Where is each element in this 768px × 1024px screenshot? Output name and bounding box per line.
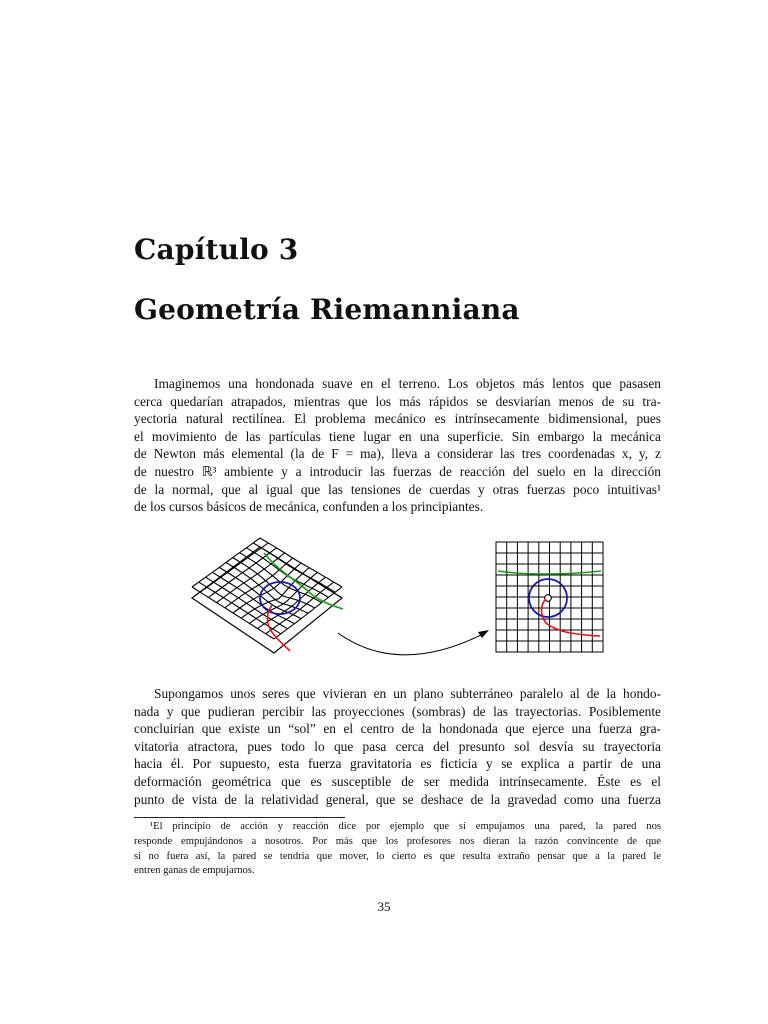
text-line: cerca quedarían atrapados, mientras que los más rápidos se desviarían menos de su tra- bbox=[134, 393, 661, 409]
text-line: concluirían que existe un “sol” en el centro de la hondonada que ejerce una fuerza gra- bbox=[134, 721, 661, 737]
footnote-line: si no fuera así, la pared se tendría que mover, lo cierto es que resulta extraño pensar que a la pared le bbox=[134, 850, 661, 862]
hollow-projection-figure bbox=[180, 535, 610, 665]
chapter-title: Geometría Riemanniana bbox=[134, 293, 520, 326]
page-number: 35 bbox=[377, 899, 391, 914]
footnote-line: responde empujándonos a nosotros. Por más que los profesores nos dieran la razón convincente de que bbox=[134, 835, 661, 847]
text-line: yectoria natural rectilínea. El problema mecánico es intrínsecamente bidimensional, pues bbox=[134, 411, 661, 427]
text-line: vitatoria atractora, pues todo lo que pasa cerca del presunto sol desvía su trayectoria bbox=[134, 738, 661, 754]
footnote-line: entren ganas de empujarnos. bbox=[134, 865, 255, 877]
footnote-rule bbox=[134, 817, 345, 818]
text-line: nada y que pudieran percibir las proyecciones (sombras) de las trayectorias. Posiblemente bbox=[134, 703, 661, 719]
text-line: el movimiento de las partículas tiene lugar en una superficie. Sin embargo la mecánica bbox=[134, 428, 661, 444]
projection-arrow bbox=[338, 633, 485, 655]
arrow-head-icon bbox=[478, 630, 489, 638]
surface-grid-upper bbox=[192, 538, 342, 639]
text-line: Supongamos unos seres que vivieran en un plano subterráneo paralelo al de la hondo- bbox=[154, 686, 661, 701]
text-line: deformación geométrica que es susceptible de ser medida intrínsecamente. Éste es el bbox=[134, 773, 661, 789]
paragraph-2 bbox=[134, 685, 661, 808]
text-line: de Newton más elemental (la de F = ma), lleva a considerar las tres coordenadas x, y, z bbox=[134, 446, 661, 462]
text-line: hacia él. Por supuesto, esta fuerza gravitatoria es ficticia y se explica a partir de una bbox=[134, 756, 661, 772]
text-line: Imaginemos una hondonada suave en el terreno. Los objetos más lentos que pasasen bbox=[154, 376, 661, 391]
footnote-line: ¹El principio de acción y reacción dice por ejemplo que si empujamos una pared, la pared nos bbox=[150, 821, 661, 832]
text-line: de nuestro ℝ³ ambiente y a introducir las fuerzas de reacción del suelo en la dirección bbox=[134, 463, 661, 479]
text-line: de la normal, que al igual que las tensiones de cuerdas y otras fuerzas poco intuitivas¹ bbox=[134, 481, 661, 497]
footnote bbox=[134, 820, 661, 879]
chapter-number: Capítulo 3 bbox=[134, 233, 299, 266]
paragraph-1 bbox=[134, 375, 661, 516]
text-line: punto de vista de la relatividad general, que se deshace de la gravedad como una fuerza bbox=[134, 791, 661, 807]
text-line: de los cursos básicos de mecánica, confunden a los principiantes. bbox=[134, 499, 484, 515]
